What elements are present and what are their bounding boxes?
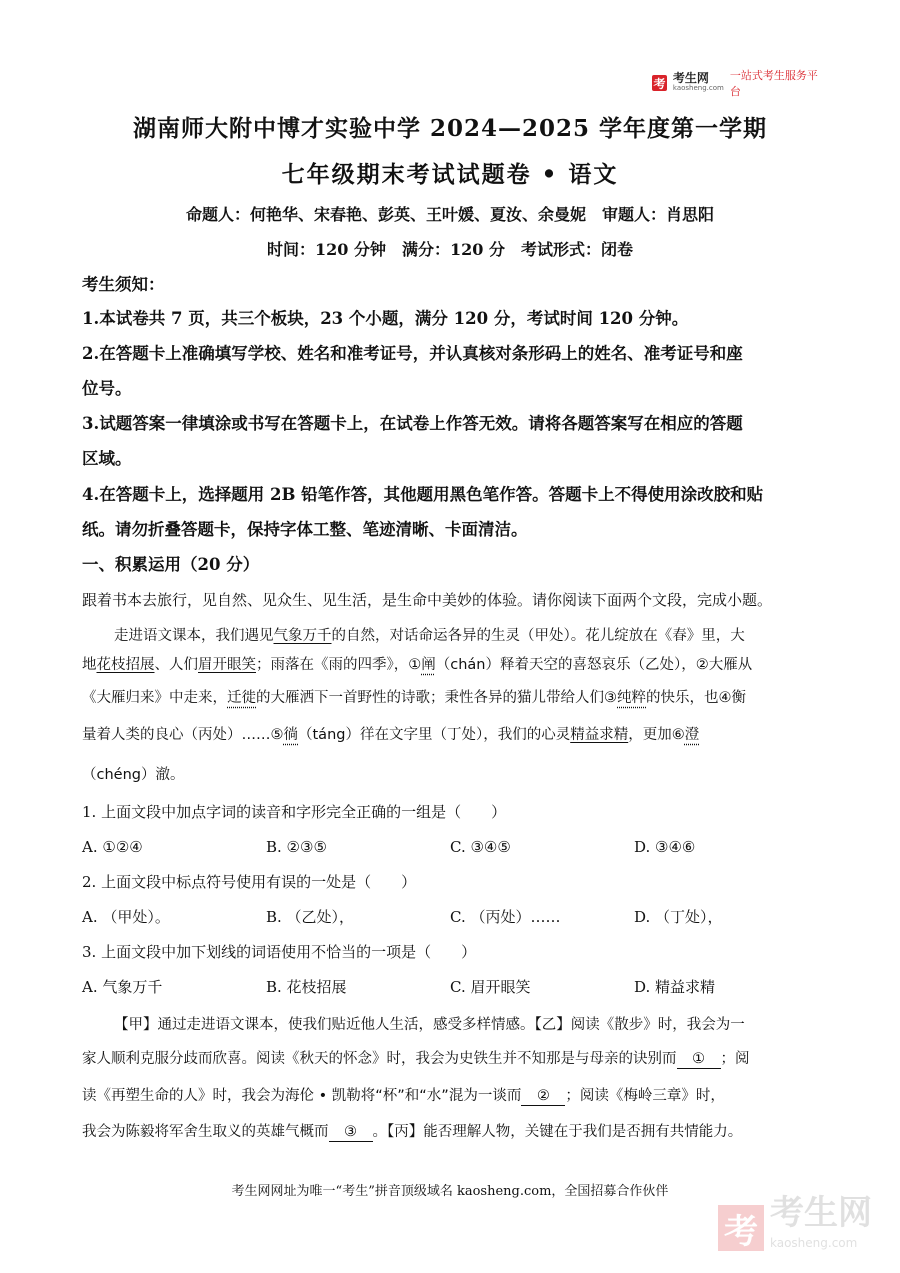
option-c: C. 眉开眼笑: [450, 978, 531, 996]
watermark: [718, 1193, 888, 1258]
passage-line: 读《再塑生命的人》时，我会为海伦 • 凯勒将“杯”和“水”混为一谈而 ② ；阅读《梅岭三章》时，: [82, 1088, 725, 1104]
exam-info: 时间：120 分钟 满分：120 分 考试形式：闭卷: [267, 240, 633, 259]
dotted-word: 纯粹: [617, 690, 646, 706]
page-title: 湖南师大附中博才实验中学 2024—2025 学年度第一学期: [132, 115, 768, 142]
option-c: C. ③④⑤: [450, 838, 511, 856]
notice-item: 2.在答题卡上准确填写学校、姓名和准考证号，并认真核对条形码上的姓名、准考证号和座: [82, 344, 743, 363]
dotted-word: 阐: [421, 657, 436, 673]
notice-item: 纸。请勿折叠答题卡，保持字体工整、笔迹清晰、卡面清洁。: [82, 520, 528, 539]
page-subtitle: 七年级期末考试试题卷 • 语文: [281, 161, 619, 188]
notice-item: 1.本试卷共 7 页，共三个板块，23 个小题，满分 120 分，考试时间 120 分钟。: [82, 309, 689, 328]
passage-line: 【甲】通过走进语文课本，使我们贴近他人生活，感受多样情感。【乙】阅读《散步》时，我会为一: [114, 1017, 745, 1033]
option-a: A. （甲处）。: [82, 908, 170, 926]
passage-line: 量着人类的良心（丙处）……⑤徜（táng）徉在文字里（丁处），我们的心灵精益求精，更加⑥澄: [82, 727, 700, 743]
notice-item: 区域。: [82, 449, 132, 468]
option-d: D. 精益求精: [634, 978, 716, 996]
option-c: C. （丙处）……: [450, 908, 561, 926]
answer-blank: ①: [677, 1050, 721, 1069]
option-a: A. ①②④: [82, 838, 143, 856]
notice-item: 位号。: [82, 379, 132, 398]
option-d: D. ③④⑥: [634, 838, 696, 856]
brand-mark-icon: 考: [653, 76, 666, 91]
option-d: D. （丁处），: [634, 908, 723, 926]
page-footer: 考生网网址为唯一“考生”拼音顶级域名 kaosheng.com，全国招募合作伙伴: [231, 1184, 669, 1199]
answer-blank: ②: [521, 1087, 565, 1106]
passage-line: （chéng）澈。: [82, 767, 185, 783]
passage-line: 家人顺利克服分歧而欣喜。阅读《秋天的怀念》时，我会为史铁生并不知那是与母亲的诀别而 ① ；阅: [82, 1051, 750, 1067]
section-title: 一、积累运用（20 分）: [82, 555, 260, 574]
option-a: A. 气象万千: [82, 978, 163, 996]
watermark-logo-icon: 考: [718, 1205, 764, 1251]
exam-authors: 命题人：何艳华、宋春艳、彭英、王叶媛、夏汝、余曼妮 审题人：肖思阳: [185, 205, 714, 224]
option-b: B. （乙处），: [266, 908, 355, 926]
passage-line: 地花枝招展、人们眉开眼笑；雨落在《雨的四季》，①阐（chán）释着天空的喜怒哀乐（乙处），②大雁从: [82, 657, 753, 673]
watermark-name: 考生网: [770, 1193, 872, 1233]
underlined-word: 精益求精: [570, 727, 629, 743]
notice-item: 3.试题答案一律填涂或书写在答题卡上，在试卷上作答无效。请将各题答案写在相应的答题: [82, 414, 743, 433]
section-intro: 跟着书本去旅行，见自然、见众生、见生活，是生命中美妙的体验。请你阅读下面两个文段，完成小题。: [82, 591, 773, 609]
brand-domain: kaosheng.com: [672, 84, 724, 92]
question-stem: 1. 上面文段中加点字词的读音和字形完全正确的一组是（ ）: [82, 803, 507, 821]
question-stem: 2. 上面文段中标点符号使用有误的一处是（ ）: [82, 873, 417, 891]
brand-name: 考生网 kaosheng.com: [672, 71, 724, 92]
notice-item: 4.在答题卡上，选择题用 2B 铅笔作答，其他题用黑色笔作答。答题卡上不得使用涂改胶和贴: [82, 485, 764, 504]
underlined-word: 花枝招展: [96, 657, 155, 673]
passage-line: 《大雁归来》中走来，迁徙的大雁洒下一首野性的诗歌；秉性各异的猫儿带给人们③纯粹的快乐，也④衡: [82, 690, 746, 706]
underlined-word: 气象万千: [273, 628, 332, 644]
underlined-word: 眉开眼笑: [198, 657, 256, 673]
notice-heading: 考生须知：: [82, 275, 165, 294]
brand-slogan: 一站式考生服务平台: [729, 69, 818, 98]
dotted-word: 徜: [283, 727, 298, 743]
answer-blank: ③: [329, 1123, 373, 1142]
passage-line: 我会为陈毅将军舍生取义的英雄气概而 ③ 。【丙】能否理解人物，关键在于我们是否拥有共情能力。: [82, 1124, 743, 1140]
question-stem: 3. 上面文段中加下划线的词语使用不恰当的一项是（ ）: [82, 943, 477, 961]
watermark-domain: kaosheng.com: [770, 1236, 858, 1250]
option-b: B. ②③⑤: [266, 838, 327, 856]
dotted-word: 迁徙: [227, 690, 256, 706]
brand-logo: [652, 69, 822, 98]
passage-line: 走进语文课本，我们遇见气象万千的自然，对话命运各异的生灵（甲处）。花儿绽放在《春》里，大: [114, 628, 745, 644]
dotted-word: 澄: [684, 727, 700, 743]
option-b: B. 花枝招展: [266, 978, 347, 996]
